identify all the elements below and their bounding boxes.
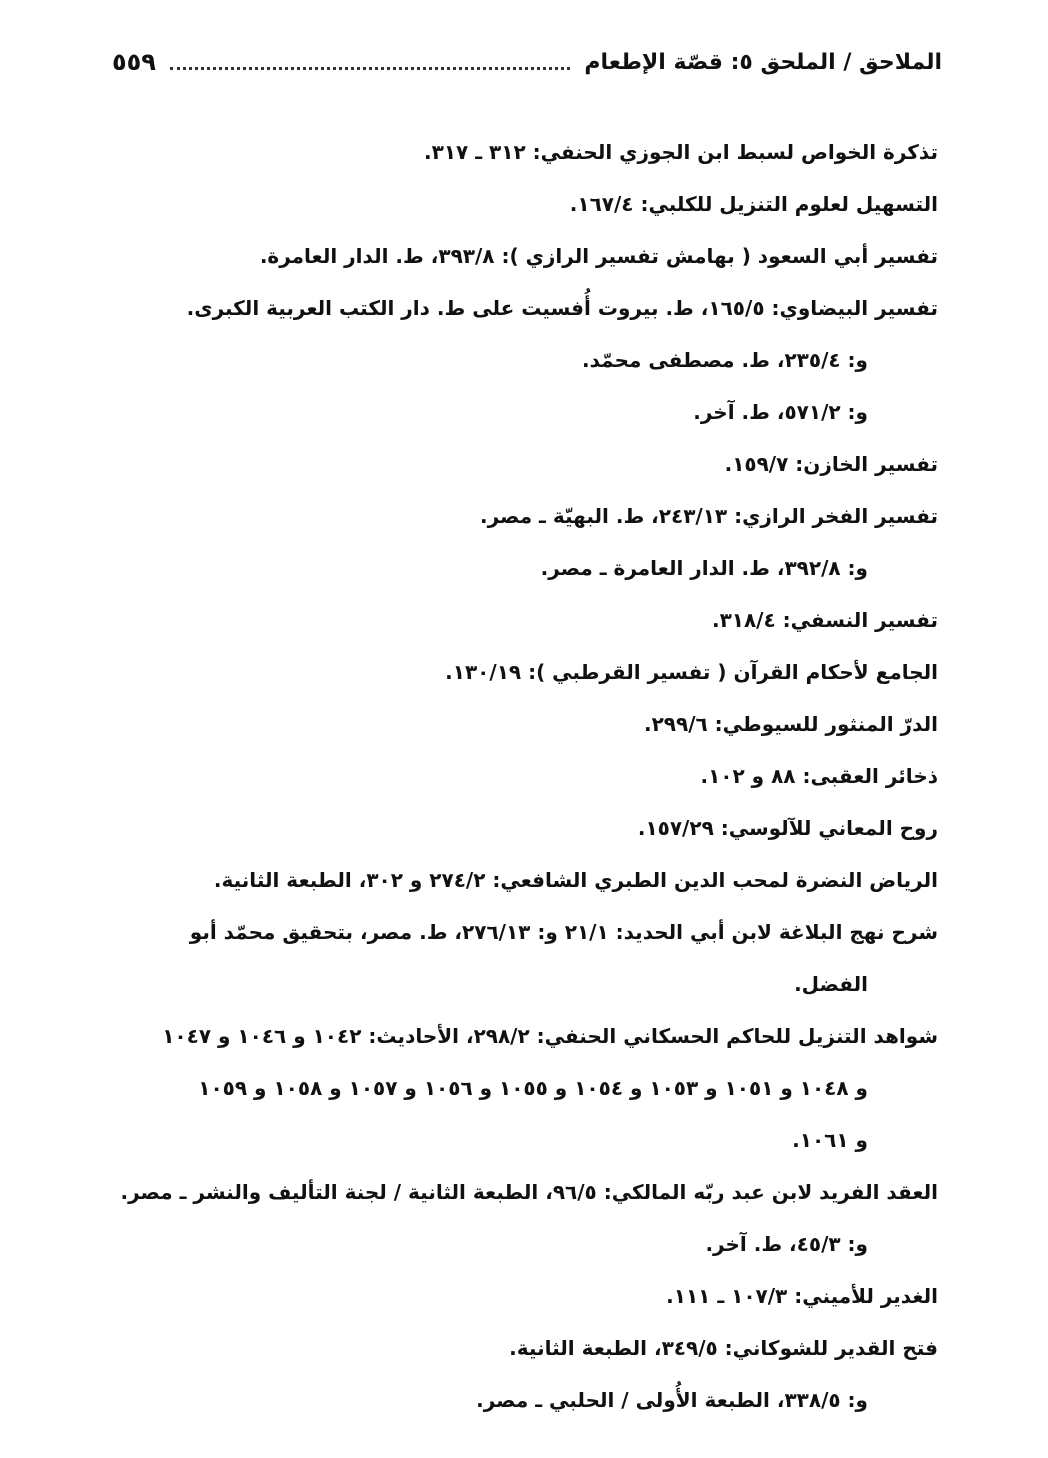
header-leader-dots	[170, 67, 570, 70]
bibliography-entry: الرياض النضرة لمحب الدين الطبري الشافعي: ٢٧٤/٢ و ٣٠٢، الطبعة الثانية.	[213, 868, 938, 892]
bibliography-sub-entry: و: ٤٥/٣، ط. آخر.	[705, 1232, 868, 1256]
header-title: الملاحق / الملحق ٥: قصّة الإطعام	[584, 49, 942, 75]
bibliography-entry: روح المعاني للآلوسي: ١٥٧/٢٩.	[637, 816, 938, 840]
entry-text: شرح نهج البلاغة لابن أبي الحديد: ٢١/١ و: ٢٧٦/١٣، ط. مصر، بتحقيق محمّد أبو	[189, 920, 938, 944]
bibliography-entry: تفسير أبي السعود ( بهامش تفسير الرازي ): ٣٩٣/٨، ط. الدار العامرة.	[259, 244, 938, 268]
bibliography-sub-entry: و: ٢٣٥/٤، ط. مصطفى محمّد.	[582, 348, 868, 372]
bibliography-entry: فتح القدير للشوكاني: ٣٤٩/٥، الطبعة الثانية.	[509, 1336, 938, 1360]
bibliography-sub-entry: و: ٣٩٢/٨، ط. الدار العامرة ـ مصر.	[540, 556, 868, 580]
bibliography-entry: تفسير الفخر الرازي: ٢٤٣/١٣، ط. البهيّة ـ مصر.	[479, 504, 938, 528]
running-header	[112, 42, 942, 82]
entry-continuation: و ١٠٤٨ و ١٠٥١ و ١٠٥٣ و ١٠٥٤ و ١٠٥٥ و ١٠٥٦ و ١٠٥٧ و ١٠٥٨ و ١٠٥٩	[198, 1076, 868, 1100]
bibliography-sub-entry: و: ٥٧١/٢، ط. آخر.	[693, 400, 868, 424]
bibliography-entry	[108, 906, 938, 1010]
bibliography-entry: تفسير البيضاوي: ١٦٥/٥، ط. بيروت أُفسيت على ط. دار الكتب العربية الكبرى.	[186, 296, 938, 320]
entry-continuation: الفضل.	[794, 972, 868, 996]
bibliography-entry: تذكرة الخواص لسبط ابن الجوزي الحنفي: ٣١٢ ـ ٣١٧.	[424, 140, 938, 164]
page-number: ٥٥٩	[112, 48, 156, 76]
entry-text: شواهد التنزيل للحاكم الحسكاني الحنفي: ٢٩٨/٢، الأحاديث: ١٠٤٢ و ١٠٤٦ و ١٠٤٧	[162, 1024, 938, 1048]
bibliography-list	[108, 126, 938, 1426]
bibliography-entry: ذخائر العقبى: ٨٨ و ١٠٢.	[700, 764, 938, 788]
bibliography-entry: تفسير النسفي: ٣١٨/٤.	[711, 608, 938, 632]
bibliography-sub-entry: و: ٣٣٨/٥، الطبعة الأُولى / الحلبي ـ مصر.	[476, 1388, 868, 1412]
bibliography-entry: تفسير الخازن: ١٥٩/٧.	[724, 452, 938, 476]
bibliography-entry: العقد الفريد لابن عبد ربّه المالكي: ٩٦/٥، الطبعة الثانية / لجنة التأليف والنشر ـ مصر.	[120, 1180, 938, 1204]
bibliography-entry: الغدير للأميني: ١٠٧/٣ ـ ١١١.	[666, 1284, 938, 1308]
bibliography-entry: الجامع لأحكام القرآن ( تفسير القرطبي ): ١٣٠/١٩.	[445, 660, 938, 684]
bibliography-entry: الدرّ المنثور للسيوطي: ٢٩٩/٦.	[643, 712, 938, 736]
bibliography-entry: التسهيل لعلوم التنزيل للكلبي: ١٦٧/٤.	[569, 192, 938, 216]
entry-continuation: و ١٠٦١.	[792, 1128, 868, 1152]
bibliography-entry	[108, 1010, 938, 1166]
